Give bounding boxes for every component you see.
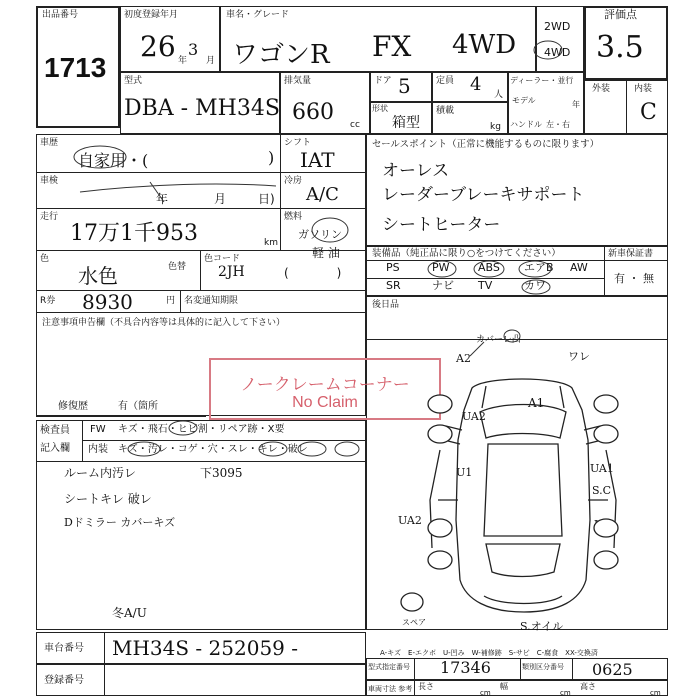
inspection-label: 車検 [40,176,59,186]
drive-opt2: 4WD [544,46,571,59]
displacement-value: 660 [292,100,334,125]
drive-opt1: 2WD [544,20,571,33]
wheel-rear-right [594,551,618,569]
car-rear-window [486,544,560,577]
dealer-model-year: モデル [512,96,536,105]
int-items: キズ・汚レ・コゲ・穴・スレ・キレ・破レ [118,444,308,455]
capacity-label: 定員 [436,76,455,86]
repair-label: 修復歴 [58,401,88,412]
inspection-day: 日) [258,192,275,206]
int-tag: 内装 [88,444,108,455]
equipment-item: PS [386,261,400,274]
mark-s-oil: S.オイル [520,620,564,633]
spare-tire [401,593,423,611]
equipment-item: ナビ [432,279,454,292]
score-value: 3.5 [596,30,644,65]
aircon-value: A/C [306,184,339,205]
fuel-label: 燃料 [284,212,303,222]
dealer-label: ディーラー・並行 [510,76,574,85]
class-label: 類別区分番号 [522,663,564,671]
wheel-front-left-side [428,425,452,443]
class-value: 0625 [592,660,633,679]
fuel-paren: ( ) [284,266,342,280]
equipment-label: 装備品（純正品に限り○をつけてください） [372,248,561,259]
chassis-label: 車台番号 [44,643,84,654]
sales-line-1: オーレス [382,161,450,181]
repair-value: 有（箇所 [118,401,158,412]
type-cert-value: 17346 [440,658,491,677]
equipment-item: SR [386,279,401,292]
insp-note-3: Dドミラー カバーキズ [64,516,176,529]
interior-label: 内装 [634,84,653,94]
doors-value: 5 [398,74,411,98]
recycle-value: 8930 [82,290,133,314]
fw-items: キズ・飛石・ヒビ割・リペア跡・X要 [118,424,285,435]
reg-label: 登録番号 [44,675,84,686]
first-reg-month-unit: 月 [206,56,216,66]
shift-label: シフト [284,138,312,148]
body-size-wid: 幅 [500,682,508,691]
first-reg-month: 3 [188,40,199,59]
mark-sc: S.C [592,484,612,497]
first-reg-year-unit: 年 [178,56,188,66]
type-value: DBA - MH34S [124,96,280,121]
equipment-item: AW [570,261,588,274]
after-parts-label: 後日品 [372,300,400,310]
shape-label: 形状 [372,104,388,113]
exterior-label: 外装 [592,84,611,94]
fw-tag: FW [90,424,106,435]
legend-text: A-キズ E-エクボ U-凹み W-補修跡 S-サビ C-腐食 XX-交換済 [380,649,598,657]
fuel-value: ガソリン [298,228,342,241]
color-label: 色 [40,254,50,264]
stamp-en: No Claim [292,394,358,411]
wheel-rear-left-side [428,519,452,537]
recycle-label: R券 [40,296,56,306]
car-roof [484,444,562,536]
warranty-label: 新車保証書 [608,249,654,259]
first-reg-label: 初度登録年月 [124,10,179,20]
displacement-unit: cc [350,120,360,130]
color-change-label: 色替 [168,262,187,272]
shape-value: 箱型 [392,115,420,131]
spare-label: スペア [402,618,426,627]
mileage-label: 走行 [40,212,59,222]
load-label: 積載 [436,106,455,116]
chassis-value: MH34S - 252059 - [112,636,299,660]
inspector-label-1: 検査員 [40,425,70,436]
mark-ua1: UA1 [590,462,614,475]
lot-number: 1713 [44,52,107,83]
mark-a1: A1 [528,396,545,410]
wheel-front-left [428,395,452,413]
warranty-value: 有 ・ 無 [614,272,654,285]
mark-u1: U1 [456,466,473,479]
sales-label: セールスポイント（正常に機能するものに限ります） [372,139,600,150]
lot-label: 出品番号 [42,10,79,20]
color-code-label: 色コード [204,254,241,264]
body-size-len: 長さ [418,682,434,691]
capacity-value: 4 [470,74,482,95]
notes-label: 注意事項申告欄（不具合内容等は具体的に記入して下さい） [42,318,286,328]
equipment-item: ABS [478,261,500,274]
color-code: 2JH [218,264,245,280]
insp-note-4: 下3095 [200,466,243,480]
reg-row [36,664,366,696]
car-windshield [480,405,566,439]
body-size-hgt: 高さ [580,682,596,691]
equipment-item: PW [432,261,450,274]
first-reg-year: 26 [140,30,176,63]
shift-value: IAT [300,148,335,172]
bottom-note: 冬A/U [112,606,147,620]
equipment-item: カワ [524,279,546,292]
body-size-wid-unit: cm [560,689,571,697]
equipment-item: エアB [524,261,554,274]
wheel-rear-left [428,551,452,569]
load-unit: kg [490,122,501,132]
mark-a2: A2 [456,352,471,365]
model-grade: FX [372,30,412,63]
score-label: 評価点 [604,8,637,21]
history-close: ) [268,148,275,167]
doors-label: ドア [374,76,392,86]
stamp-jp: ノークレームコーナー [240,375,410,394]
capacity-unit: 人 [494,90,504,100]
interior-grade: C [640,100,657,125]
name-change-label: 名変通知期限 [184,296,239,306]
mark-ua2-top: UA2 [462,410,486,423]
mark-ua2-left: UA2 [398,514,422,527]
inspection-month: 月 [214,192,227,206]
mark-cover: カバーレ凸 [476,335,521,345]
equipment-item: TV [478,279,493,292]
fuel-alt: 軽 油 [312,246,340,260]
mileage-value: 17万1千953 [70,221,198,246]
type-cert-label: 型式指定番号 [368,663,410,671]
body-size-len-unit: cm [480,689,491,697]
sales-line-3: シートヒーター [382,215,501,235]
displacement-label: 排気量 [284,76,312,86]
body-size-hgt-unit: cm [650,689,661,697]
sales-line-2: レーダーブレーキサポート [382,185,585,205]
inspector-label-2: 記入欄 [40,443,70,454]
wheel-front-right-side [594,425,618,443]
inspection-year: 年 [156,192,169,206]
type-label: 型式 [124,76,143,86]
mileage-unit: km [264,238,278,248]
history-value: 自家用・( [78,151,149,170]
insp-note-2: シートキレ 破レ [64,492,152,506]
recycle-unit: 円 [166,296,176,306]
wheel-front-right [594,395,618,413]
model-name: ワゴンR [232,40,330,70]
model-label: 車名・グレード [226,10,290,20]
wheel-rear-right-side [594,519,618,537]
history-label: 車歴 [40,138,59,148]
insp-note-1: ルーム内汚レ [64,466,137,480]
mark-crack: ワレ [568,350,590,363]
dealer-year-unit: 年 [572,100,580,109]
model-drive: 4WD [452,30,517,60]
dealer-left-right: 左・右 [546,120,570,129]
dealer-handle: ハンドル [510,120,542,129]
aircon-label: 冷房 [284,176,303,186]
color-value: 水色 [78,264,118,288]
body-size-label: 車両寸法 参考 [368,685,413,693]
